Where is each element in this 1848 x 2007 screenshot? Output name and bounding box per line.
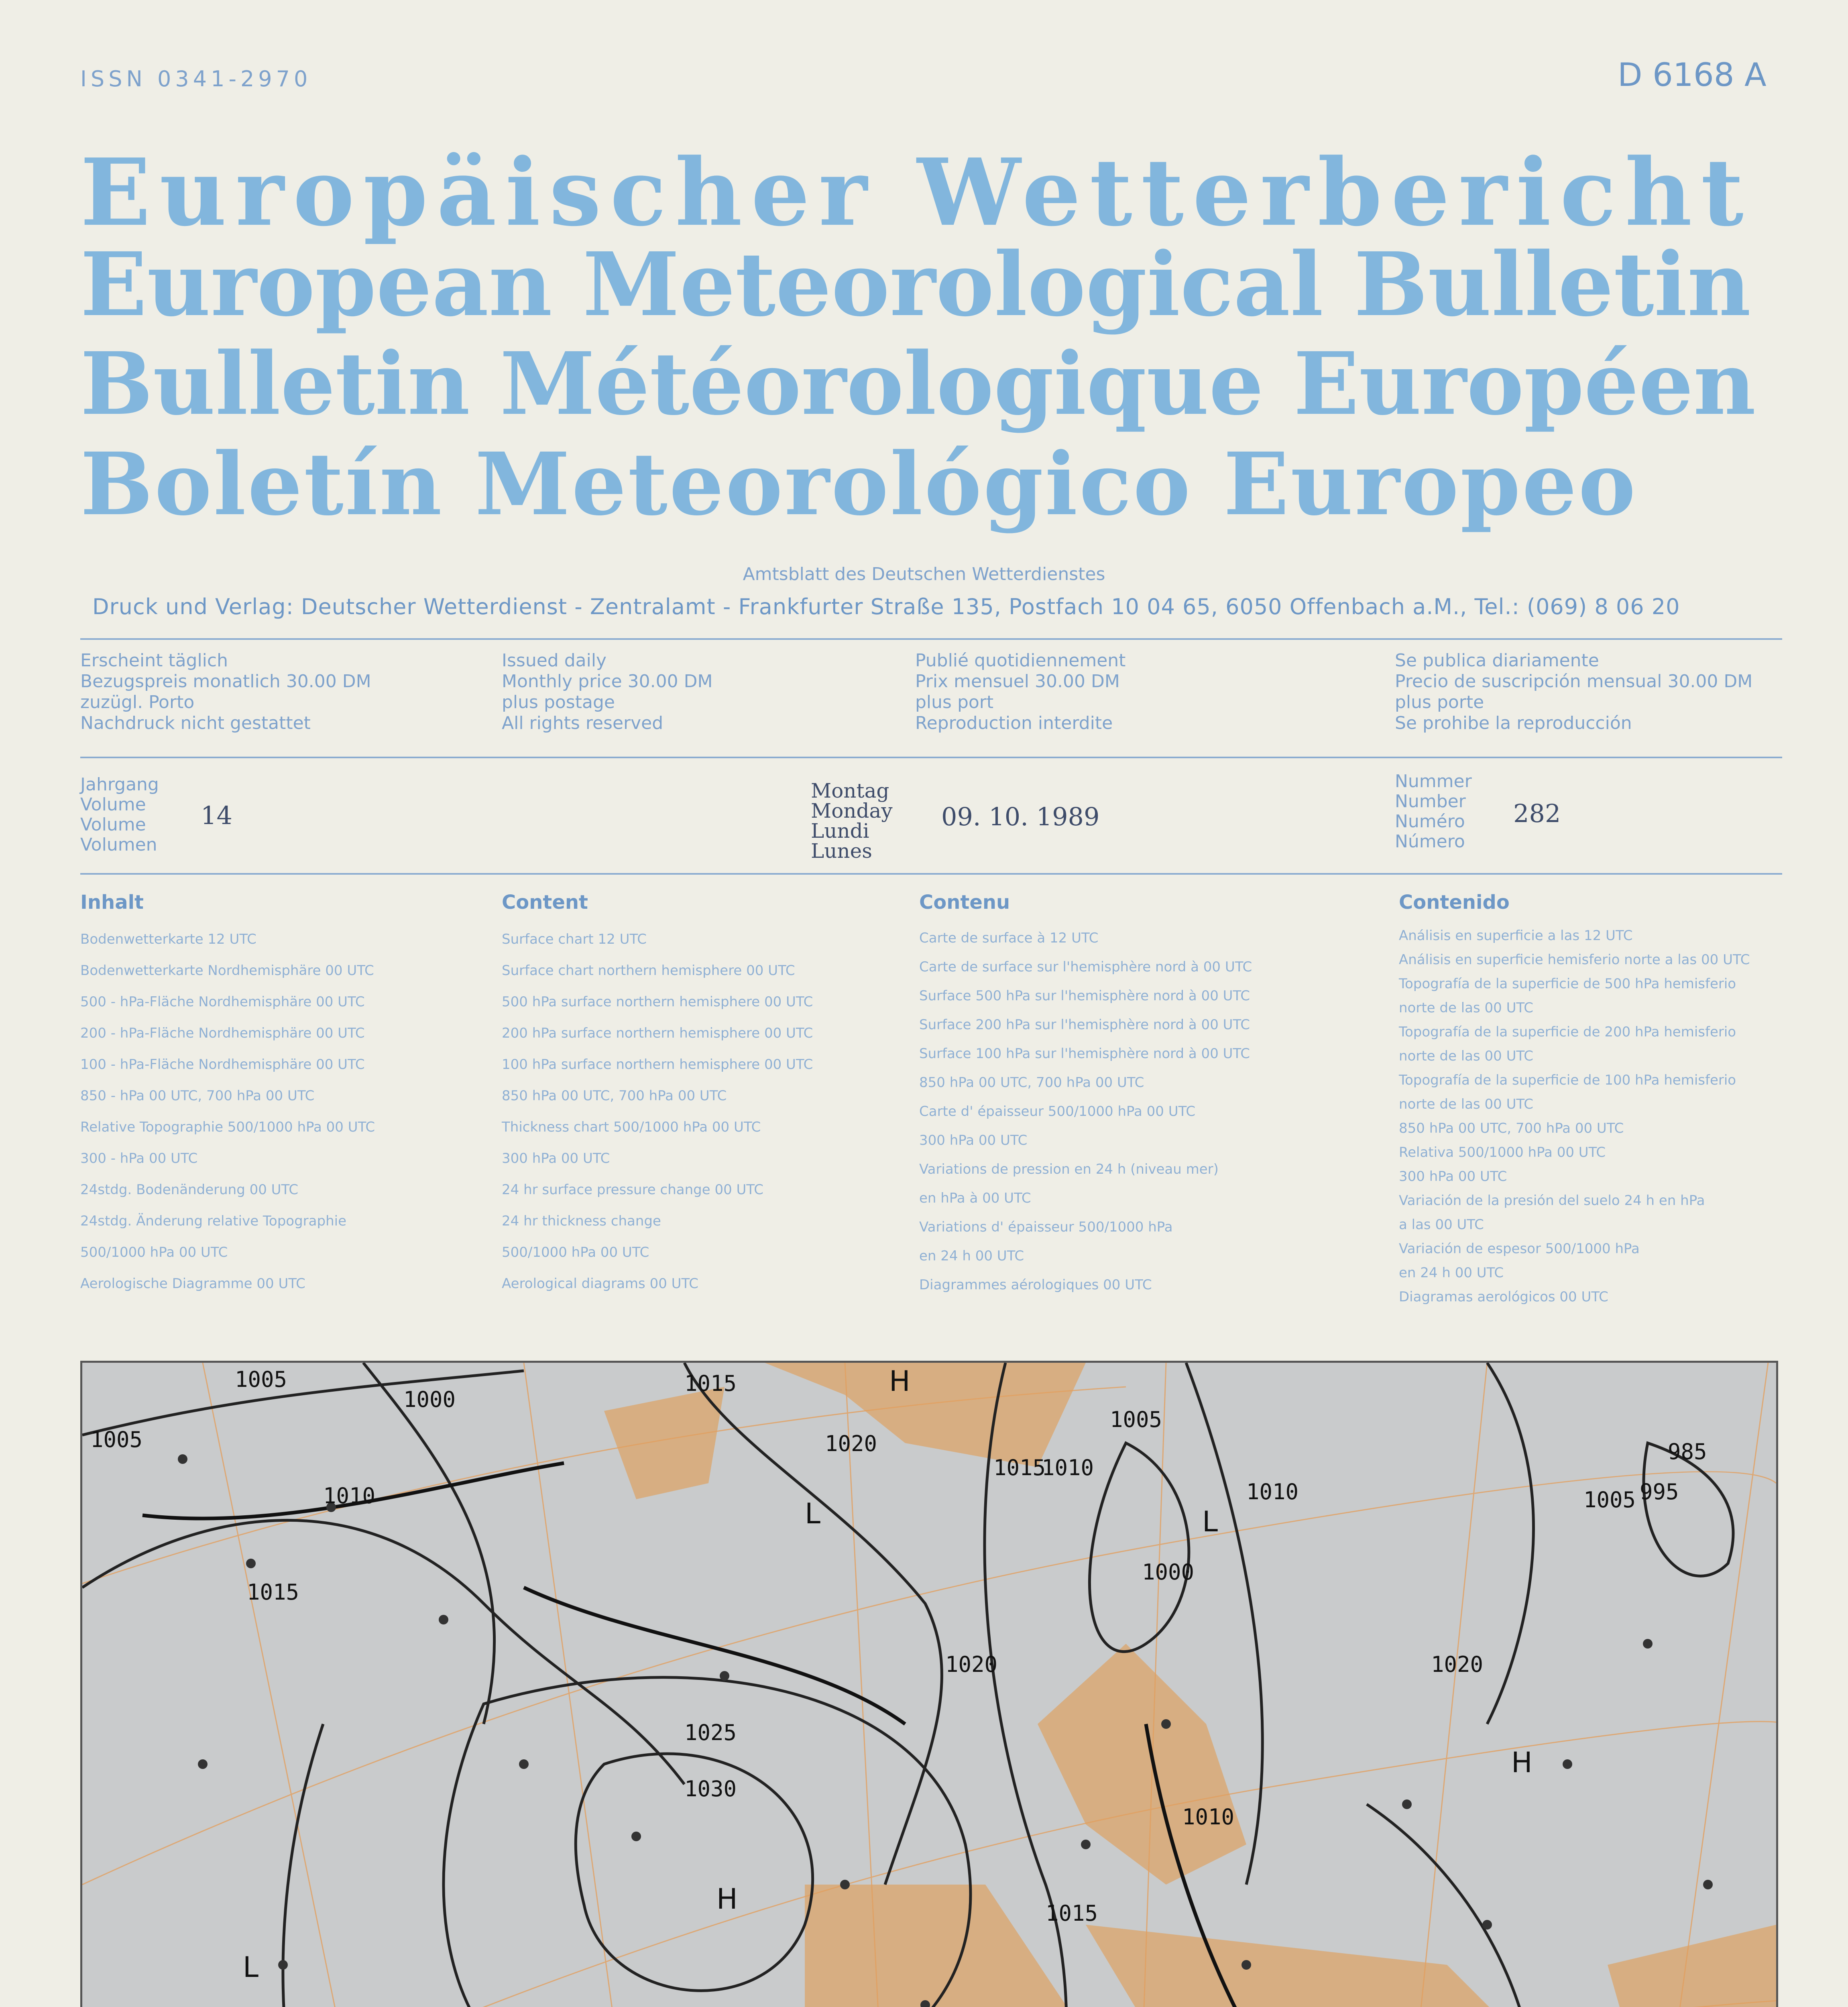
contents-heading: Inhalt (80, 891, 144, 914)
issue-number: 282 (1513, 799, 1561, 828)
divider (80, 873, 1782, 875)
isobar-label: 1005 (1110, 1407, 1162, 1432)
publisher-line: Druck und Verlag: Deutscher Wetterdienst - Zentralamt - Frankfurter Straße 135, Postfach 10 04 65, 6050 Offenbach a.M., Tel.: (069) 8 06 20 (92, 594, 1680, 619)
number-labels: Nummer Number Numéro Número (1395, 771, 1472, 852)
contents-english (502, 891, 903, 1299)
isobar-label: 1020 (1431, 1652, 1484, 1677)
isobar-label: 1000 (403, 1387, 456, 1412)
isobar-label: 1030 (684, 1776, 737, 1801)
land-relief (604, 1363, 1776, 2007)
isobar-label: 1010 (323, 1483, 376, 1508)
surface-weather-map (80, 1361, 1778, 2007)
isobar-label: 985 (1668, 1439, 1707, 1464)
amtsblatt-line: Amtsblatt des Deutschen Wetterdienstes (743, 564, 1105, 584)
weekday-labels: Montag Monday Lundi Lunes (811, 779, 893, 863)
high-pressure-marker: H (716, 1883, 738, 1915)
isobar-label: 1010 (1042, 1455, 1094, 1480)
terms-spanish: Se publica diariamente Precio de suscripción mensual 30.00 DM plus porte Se prohibe la reproducción (1395, 650, 1753, 733)
high-pressure-marker: H (1511, 1746, 1533, 1779)
publication-code: D 6168 A (1618, 56, 1767, 94)
contents-heading: Content (502, 891, 588, 914)
isobar-label: 1000 (1142, 1559, 1195, 1585)
contents-heading: Contenu (919, 891, 1010, 914)
terms-english: Issued daily Monthly price 30.00 DM plus postage All rights reserved (502, 650, 713, 733)
contents-spanish (1399, 891, 1800, 1309)
contents-list: Surface chart 12 UTC Surface chart northern hemisphere 00 UTC 500 hPa surface northern hemisphere 00 UTC 200 hPa surface northern hemisphere 00 UTC 100 hPa surface northern hemisphere 00 UTC 850 hPa 00 UTC, 700 hPa 00 UTC Thickness chart 500/1000 hPa 00 UTC 300 hPa 00 UTC 24 hr surface pressure change 00 UTC 24 hr thickness change 500/1000 hPa 00 UTC Aerological diagrams 00 UTC (502, 931, 813, 1292)
title-german: Europäischer Wetterbericht (80, 138, 1752, 247)
isobar-label: 1005 (90, 1427, 143, 1452)
contents-list: Análisis en superficie a las 12 UTC Análisis en superficie hemisferio norte a las 00 UTC Topografía de la superficie de 500 hPa hemisferio norte de las 00 UTC Topografía de la superficie de 200 hPa hemisferio norte de las 00 UTC Topografía de la superficie de 100 hPa hemisferio norte de las 00 UTC 850 hPa 00 UTC, 700 hPa 00 UTC Relativa 500/1000 hPa 00 UTC 300 hPa 00 UTC Variación de la presión del suelo 24 h en hPa a las 00 UTC Variación de espesor 500/1000 hPa en 24 h 00 UTC Diagramas aerológicos 00 UTC (1399, 928, 1750, 1305)
terms-french: Publié quotidiennement Prix mensuel 30.00 DM plus port Reproduction interdite (915, 650, 1126, 733)
contents-french (919, 891, 1381, 1299)
issue-date: 09. 10. 1989 (941, 802, 1100, 831)
low-pressure-marker: L (805, 1497, 820, 1530)
divider (80, 757, 1782, 758)
contents-list: Bodenwetterkarte 12 UTC Bodenwetterkarte Nordhemisphäre 00 UTC 500 - hPa-Fläche Nordhemisphäre 00 UTC 200 - hPa-Fläche Nordhemisphäre 00 UTC 100 - hPa-Fläche Nordhemisphäre 00 UTC 850 - hPa 00 UTC, 700 hPa 00 UTC Relative Topographie 500/1000 hPa 00 UTC 300 - hPa 00 UTC 24stdg. Bodenänderung 00 UTC 24stdg. Änderung relative Topographie 500/1000 hPa 00 UTC Aerologische Diagramme 00 UTC (80, 931, 375, 1292)
isobar-label: 1015 (993, 1455, 1046, 1480)
divider (80, 638, 1782, 640)
volume-number: 14 (201, 801, 232, 830)
isobar-label: 1005 (235, 1367, 287, 1392)
isobar-label: 995 (1640, 1479, 1679, 1504)
isobar-label: 1010 (1246, 1479, 1299, 1504)
isobar-label: 1020 (825, 1431, 877, 1456)
volume-labels: Jahrgang Volume Volume Volumen (80, 774, 159, 855)
low-pressure-marker: L (1202, 1505, 1218, 1538)
isobar-label: 1025 (684, 1720, 737, 1745)
isobar-label: 1005 (1583, 1487, 1636, 1512)
contents-german (80, 891, 482, 1299)
contents-list: Carte de surface à 12 UTC Carte de surface sur l'hemisphère nord à 00 UTC Surface 500 hPa sur l'hemisphère nord à 00 UTC Surface 200 hPa sur l'hemisphère nord à 00 UTC Surface 100 hPa sur l'hemisphère nord à 00 UTC 850 hPa 00 UTC, 700 hPa 00 UTC Carte d' épaisseur 500/1000 hPa 00 UTC 300 hPa 00 UTC Variations de pression en 24 h (niveau mer) en hPa à 00 UTC Variations d' épaisseur 500/1000 hPa en 24 h 00 UTC Diagrammes aérologiques 00 UTC (919, 930, 1252, 1293)
isobar-label: 1020 (945, 1652, 998, 1677)
contents-heading: Contenido (1399, 891, 1510, 914)
weather-map-drawing (82, 1363, 1776, 2007)
high-pressure-marker: H (889, 1365, 910, 1398)
isobar-label: 1010 (1182, 1804, 1235, 1830)
terms-german: Erscheint täglich Bezugspreis monatlich 30.00 DM zuzügl. Porto Nachdruck nicht gestattet (80, 650, 371, 733)
isobar-label: 1015 (1046, 1901, 1098, 1926)
isobar-label: 1015 (684, 1371, 737, 1396)
low-pressure-marker: L (243, 1951, 258, 1984)
isobar-label: 1015 (247, 1580, 299, 1605)
issn-number: ISSN 0341-2970 (80, 66, 312, 92)
title-english: European Meteorological Bulletin (80, 233, 1751, 336)
title-spanish: Boletín Meteorológico Europeo (80, 434, 1637, 535)
title-french: Bulletin Météorologique Européen (80, 334, 1756, 434)
